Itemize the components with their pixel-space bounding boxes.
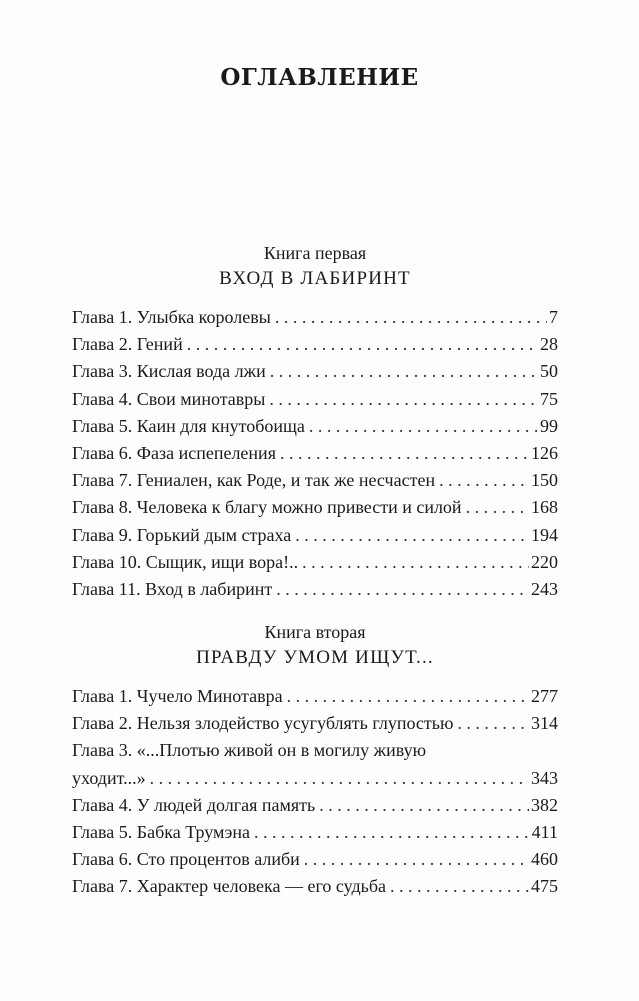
chapter-title: Глава 2. Гений (72, 334, 183, 355)
toc-entry[interactable] (72, 873, 558, 900)
page-number: 243 (531, 578, 558, 599)
leader-dots (270, 358, 538, 385)
page-number: 99 (540, 415, 558, 436)
chapter-title: Глава 1. Улыбка королевы (72, 307, 271, 327)
chapter-title: Глава 10. Сыщик, ищи вора!.. (72, 551, 299, 572)
chapter-title: Глава 8. Человека к благу можно привести и силой (72, 497, 462, 518)
toc-entry[interactable] (72, 494, 558, 521)
chapter-title: Глава 4. Свои минотавры (72, 388, 266, 409)
leader-dots (150, 765, 529, 792)
leader-dots (302, 549, 529, 576)
leader-dots (276, 576, 529, 603)
toc-entry[interactable] (72, 522, 558, 549)
page-number: 314 (531, 713, 558, 734)
chapter-title: Глава 5. Бабка Трумэна (72, 821, 251, 842)
page-number: 460 (531, 849, 558, 870)
page-number: 28 (540, 334, 558, 355)
toc-entry[interactable] (72, 304, 558, 331)
leader-dots (439, 467, 529, 494)
book-first (72, 242, 558, 603)
toc-list (72, 304, 558, 603)
leader-dots (319, 792, 529, 819)
book-label: Книга вторая (264, 622, 366, 642)
leader-dots (295, 522, 529, 549)
toc-entry[interactable] (72, 440, 558, 467)
toc-entry[interactable] (72, 792, 558, 819)
page-number: 150 (531, 470, 558, 491)
toc-entry[interactable] (72, 413, 558, 440)
page-number: 475 (531, 876, 558, 897)
chapter-title: Глава 2. Нельзя злодейство усугублять глупостью (72, 713, 454, 734)
chapter-title: уходит...» (72, 767, 146, 788)
leader-dots (309, 413, 538, 440)
toc-entry[interactable] (72, 467, 558, 494)
toc-entry[interactable] (72, 358, 558, 385)
page-number: 382 (531, 794, 558, 815)
leader-dots (269, 386, 538, 413)
toc-entry[interactable] (72, 331, 558, 358)
page-number: 194 (531, 524, 558, 545)
toc-entry[interactable] (72, 683, 558, 710)
toc-entry[interactable] (72, 819, 558, 846)
leader-dots (457, 710, 529, 737)
chapter-title: Глава 7. Гениален, как Роде, и так же несчастен (72, 470, 436, 491)
page-number: 75 (540, 388, 558, 409)
chapter-title: Глава 11. Вход в лабиринт (72, 578, 273, 599)
leader-dots (187, 331, 538, 358)
page-title: ОГЛАВЛЕНИЕ (220, 64, 419, 91)
leader-dots (254, 819, 530, 846)
toc-entry[interactable] (72, 386, 558, 413)
page-number: 411 (531, 821, 558, 842)
toc-entry[interactable] (72, 710, 558, 737)
toc-entry[interactable] (72, 765, 558, 792)
leader-dots (390, 873, 529, 900)
toc-entry[interactable] (72, 549, 558, 576)
chapter-title-line[interactable]: Глава 3. «...Плотью живой он в могилу живую (72, 740, 427, 761)
toc-entry[interactable] (72, 846, 558, 873)
page-number: 277 (531, 686, 558, 706)
chapter-title: Глава 9. Горький дым страха (72, 524, 292, 545)
page-number: 50 (540, 361, 558, 382)
page-number: 220 (531, 551, 558, 572)
book-title: ПРАВДУ УМОМ ИЩУТ... (196, 647, 434, 668)
chapter-title: Глава 7. Характер человека — его судьба (72, 876, 387, 897)
book-title: ВХОД В ЛАБИРИНТ (219, 268, 411, 289)
page-number: 7 (549, 307, 558, 327)
chapter-title: Глава 3. Кислая вода лжи (72, 361, 266, 382)
page-number: 168 (531, 497, 558, 518)
chapter-title: Глава 4. У людей долгая память (72, 794, 316, 815)
chapter-title: Глава 6. Фаза испепеления (72, 442, 276, 463)
leader-dots (287, 683, 529, 710)
chapter-title: Глава 6. Сто процентов алиби (72, 849, 300, 870)
leader-dots (275, 304, 547, 331)
toc-entry[interactable] (72, 576, 558, 603)
book-label: Книга первая (263, 243, 367, 263)
leader-dots (304, 846, 529, 873)
leader-dots (466, 494, 529, 521)
book-second (72, 621, 558, 901)
chapter-title: Глава 1. Чучело Минотавра (72, 686, 283, 706)
page-number: 343 (531, 767, 558, 788)
toc-list (72, 683, 558, 901)
chapter-title: Глава 5. Каин для кнутобоища (72, 415, 305, 436)
leader-dots (280, 440, 529, 467)
page-number: 126 (531, 442, 558, 463)
